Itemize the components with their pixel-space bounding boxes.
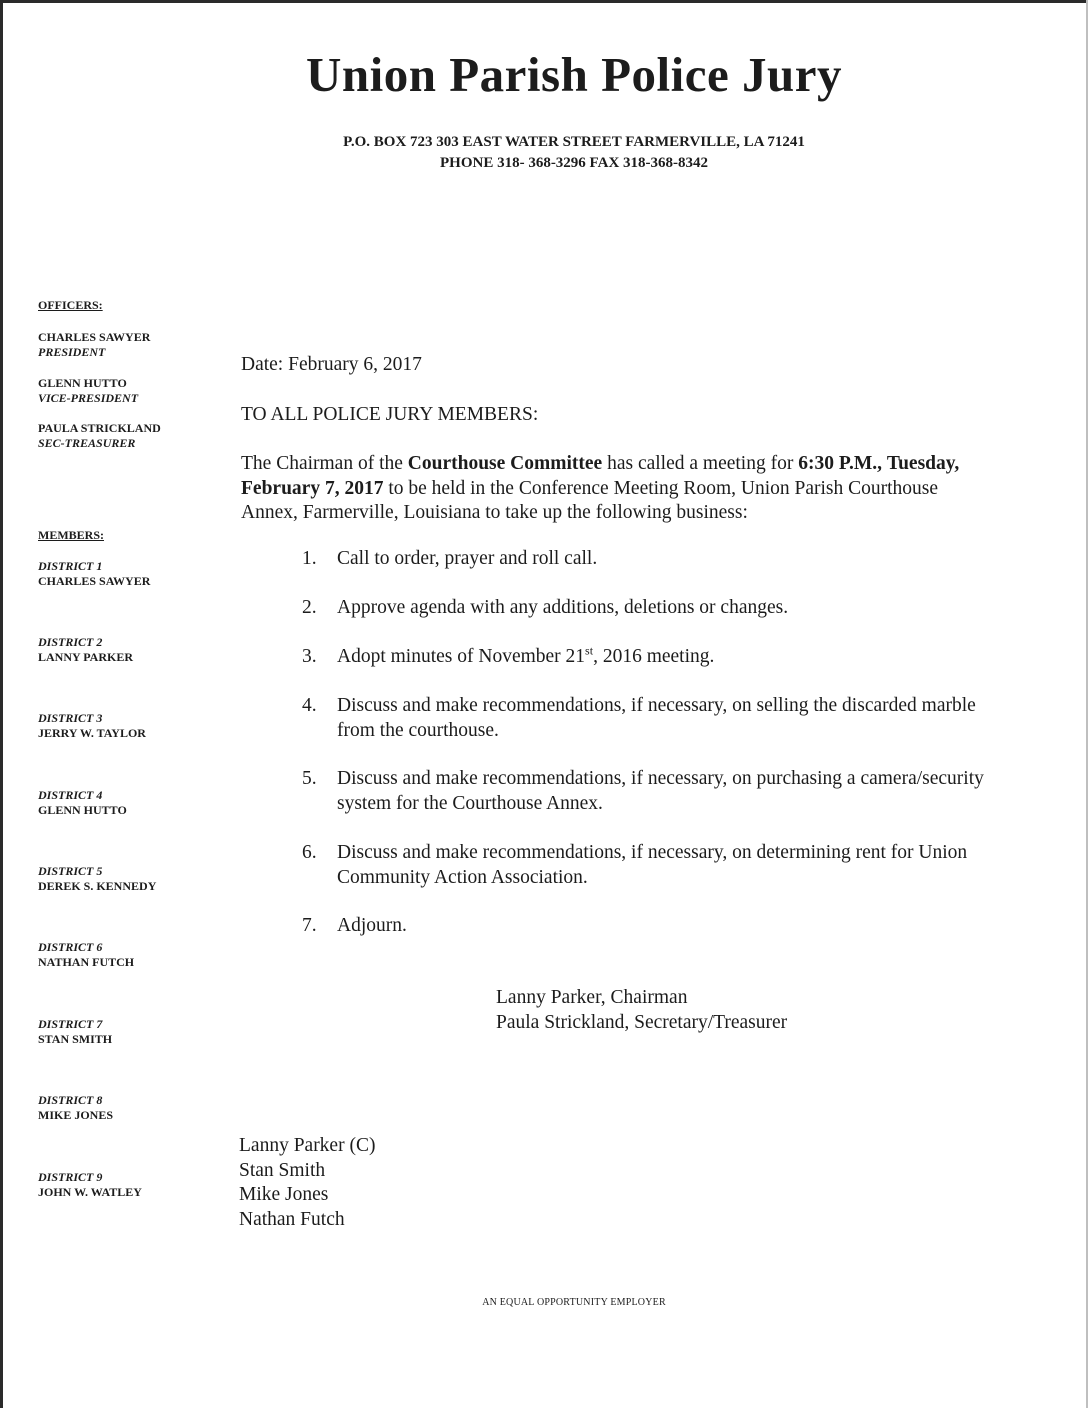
meeting-date: Tuesday, February 7, 2017 (241, 453, 960, 499)
member-name: GLENN HUTTO (38, 803, 127, 817)
letter-date: Date: February 6, 2017 (241, 354, 422, 375)
officer-title: SEC-TREASURER (38, 436, 136, 450)
letterhead-phone: PHONE 318- 368-3296 FAX 318-368-8342 (439, 155, 709, 171)
agenda-number: 1. (302, 548, 317, 569)
member-district: DISTRICT 1 (38, 559, 103, 573)
meeting-time: 6:30 P.M., (798, 453, 882, 474)
agenda-number: 5. (302, 768, 317, 789)
letterhead-address: P.O. BOX 723 303 EAST WATER STREET FARMERVILLE, LA 71241 (343, 134, 805, 150)
cc-recipient: Nathan Futch (239, 1209, 345, 1230)
member-district: DISTRICT 3 (38, 711, 103, 725)
agenda-number: 7. (302, 915, 317, 936)
committee-name: Courthouse Committee (407, 453, 603, 474)
member-name: JERRY W. TAYLOR (38, 726, 146, 740)
members-heading: MEMBERS: (38, 528, 104, 542)
officer-name: PAULA STRICKLAND (38, 421, 161, 435)
member-district: DISTRICT 2 (38, 635, 103, 649)
agenda-text: Adjourn. (337, 915, 407, 936)
footer-eoe: AN EQUAL OPPORTUNITY EMPLOYER (482, 1297, 666, 1308)
agenda-text: Call to order, prayer and roll call. (337, 548, 598, 569)
signature-chairman: Lanny Parker, Chairman (496, 987, 688, 1008)
cc-recipient: Lanny Parker (C) (239, 1135, 376, 1156)
member-district: DISTRICT 4 (38, 788, 103, 802)
officer-title: PRESIDENT (38, 345, 106, 359)
signature-secretary: Paula Strickland, Secretary/Treasurer (496, 1012, 788, 1033)
member-name: NATHAN FUTCH (38, 955, 135, 969)
cc-recipient: Stan Smith (239, 1160, 326, 1181)
letterhead-title: Union Parish Police Jury (305, 47, 843, 102)
scan-border-left (0, 0, 3, 1408)
agenda-text-part: Adopt minutes of November 21 (337, 646, 586, 667)
member-district: DISTRICT 9 (38, 1170, 103, 1184)
letter-intro-paragraph (241, 452, 981, 526)
agenda-item (302, 645, 992, 670)
agenda-text: Discuss and make recommendations, if necessary, on determining rent for Union Community Action Association. (337, 842, 968, 888)
scan-border-top (0, 0, 1088, 3)
agenda-number: 3. (302, 646, 317, 667)
agenda-text-part: , 2016 meeting. (593, 646, 715, 667)
agenda-item (302, 767, 992, 816)
agenda-item (302, 694, 992, 743)
member-name: LANNY PARKER (38, 650, 133, 664)
member-name: STAN SMITH (38, 1032, 113, 1046)
officer-name: GLENN HUTTO (38, 376, 127, 390)
intro-text: The Chairman of the (241, 453, 408, 474)
intro-text: to be held in the Conference Meeting Room, Union Parish Courthouse Annex, Farmerville, Louisiana to take up the following business: (241, 477, 939, 523)
member-district: DISTRICT 6 (38, 940, 103, 954)
officer-name: CHARLES SAWYER (38, 330, 151, 344)
member-name: CHARLES SAWYER (38, 574, 151, 588)
agenda-text: Discuss and make recommendations, if necessary, on purchasing a camera/security system for the Courthouse Annex. (337, 768, 984, 814)
agenda-number: 4. (302, 695, 317, 716)
member-name: DEREK S. KENNEDY (38, 879, 157, 893)
officers-heading: OFFICERS: (38, 298, 103, 312)
agenda-item (302, 841, 992, 890)
agenda-text: Approve agenda with any additions, deletions or changes. (337, 597, 789, 618)
agenda-number: 2. (302, 597, 317, 618)
agenda-item (302, 914, 992, 939)
agenda-item (302, 596, 992, 621)
agenda-text (337, 645, 992, 670)
intro-text: has called a meeting for (602, 453, 799, 474)
member-name: MIKE JONES (38, 1108, 114, 1122)
agenda-text: Discuss and make recommendations, if necessary, on selling the discarded marble from the courthouse. (337, 695, 976, 741)
member-district: DISTRICT 5 (38, 864, 103, 878)
agenda-number: 6. (302, 842, 317, 863)
member-district: DISTRICT 8 (38, 1093, 103, 1107)
agenda-item (302, 547, 992, 572)
officer-title: VICE-PRESIDENT (38, 391, 139, 405)
ordinal-suffix: st (585, 643, 594, 658)
member-district: DISTRICT 7 (38, 1017, 103, 1031)
cc-recipient: Mike Jones (239, 1184, 329, 1205)
letter-salutation: TO ALL POLICE JURY MEMBERS: (241, 404, 539, 425)
member-name: JOHN W. WATLEY (38, 1185, 142, 1199)
